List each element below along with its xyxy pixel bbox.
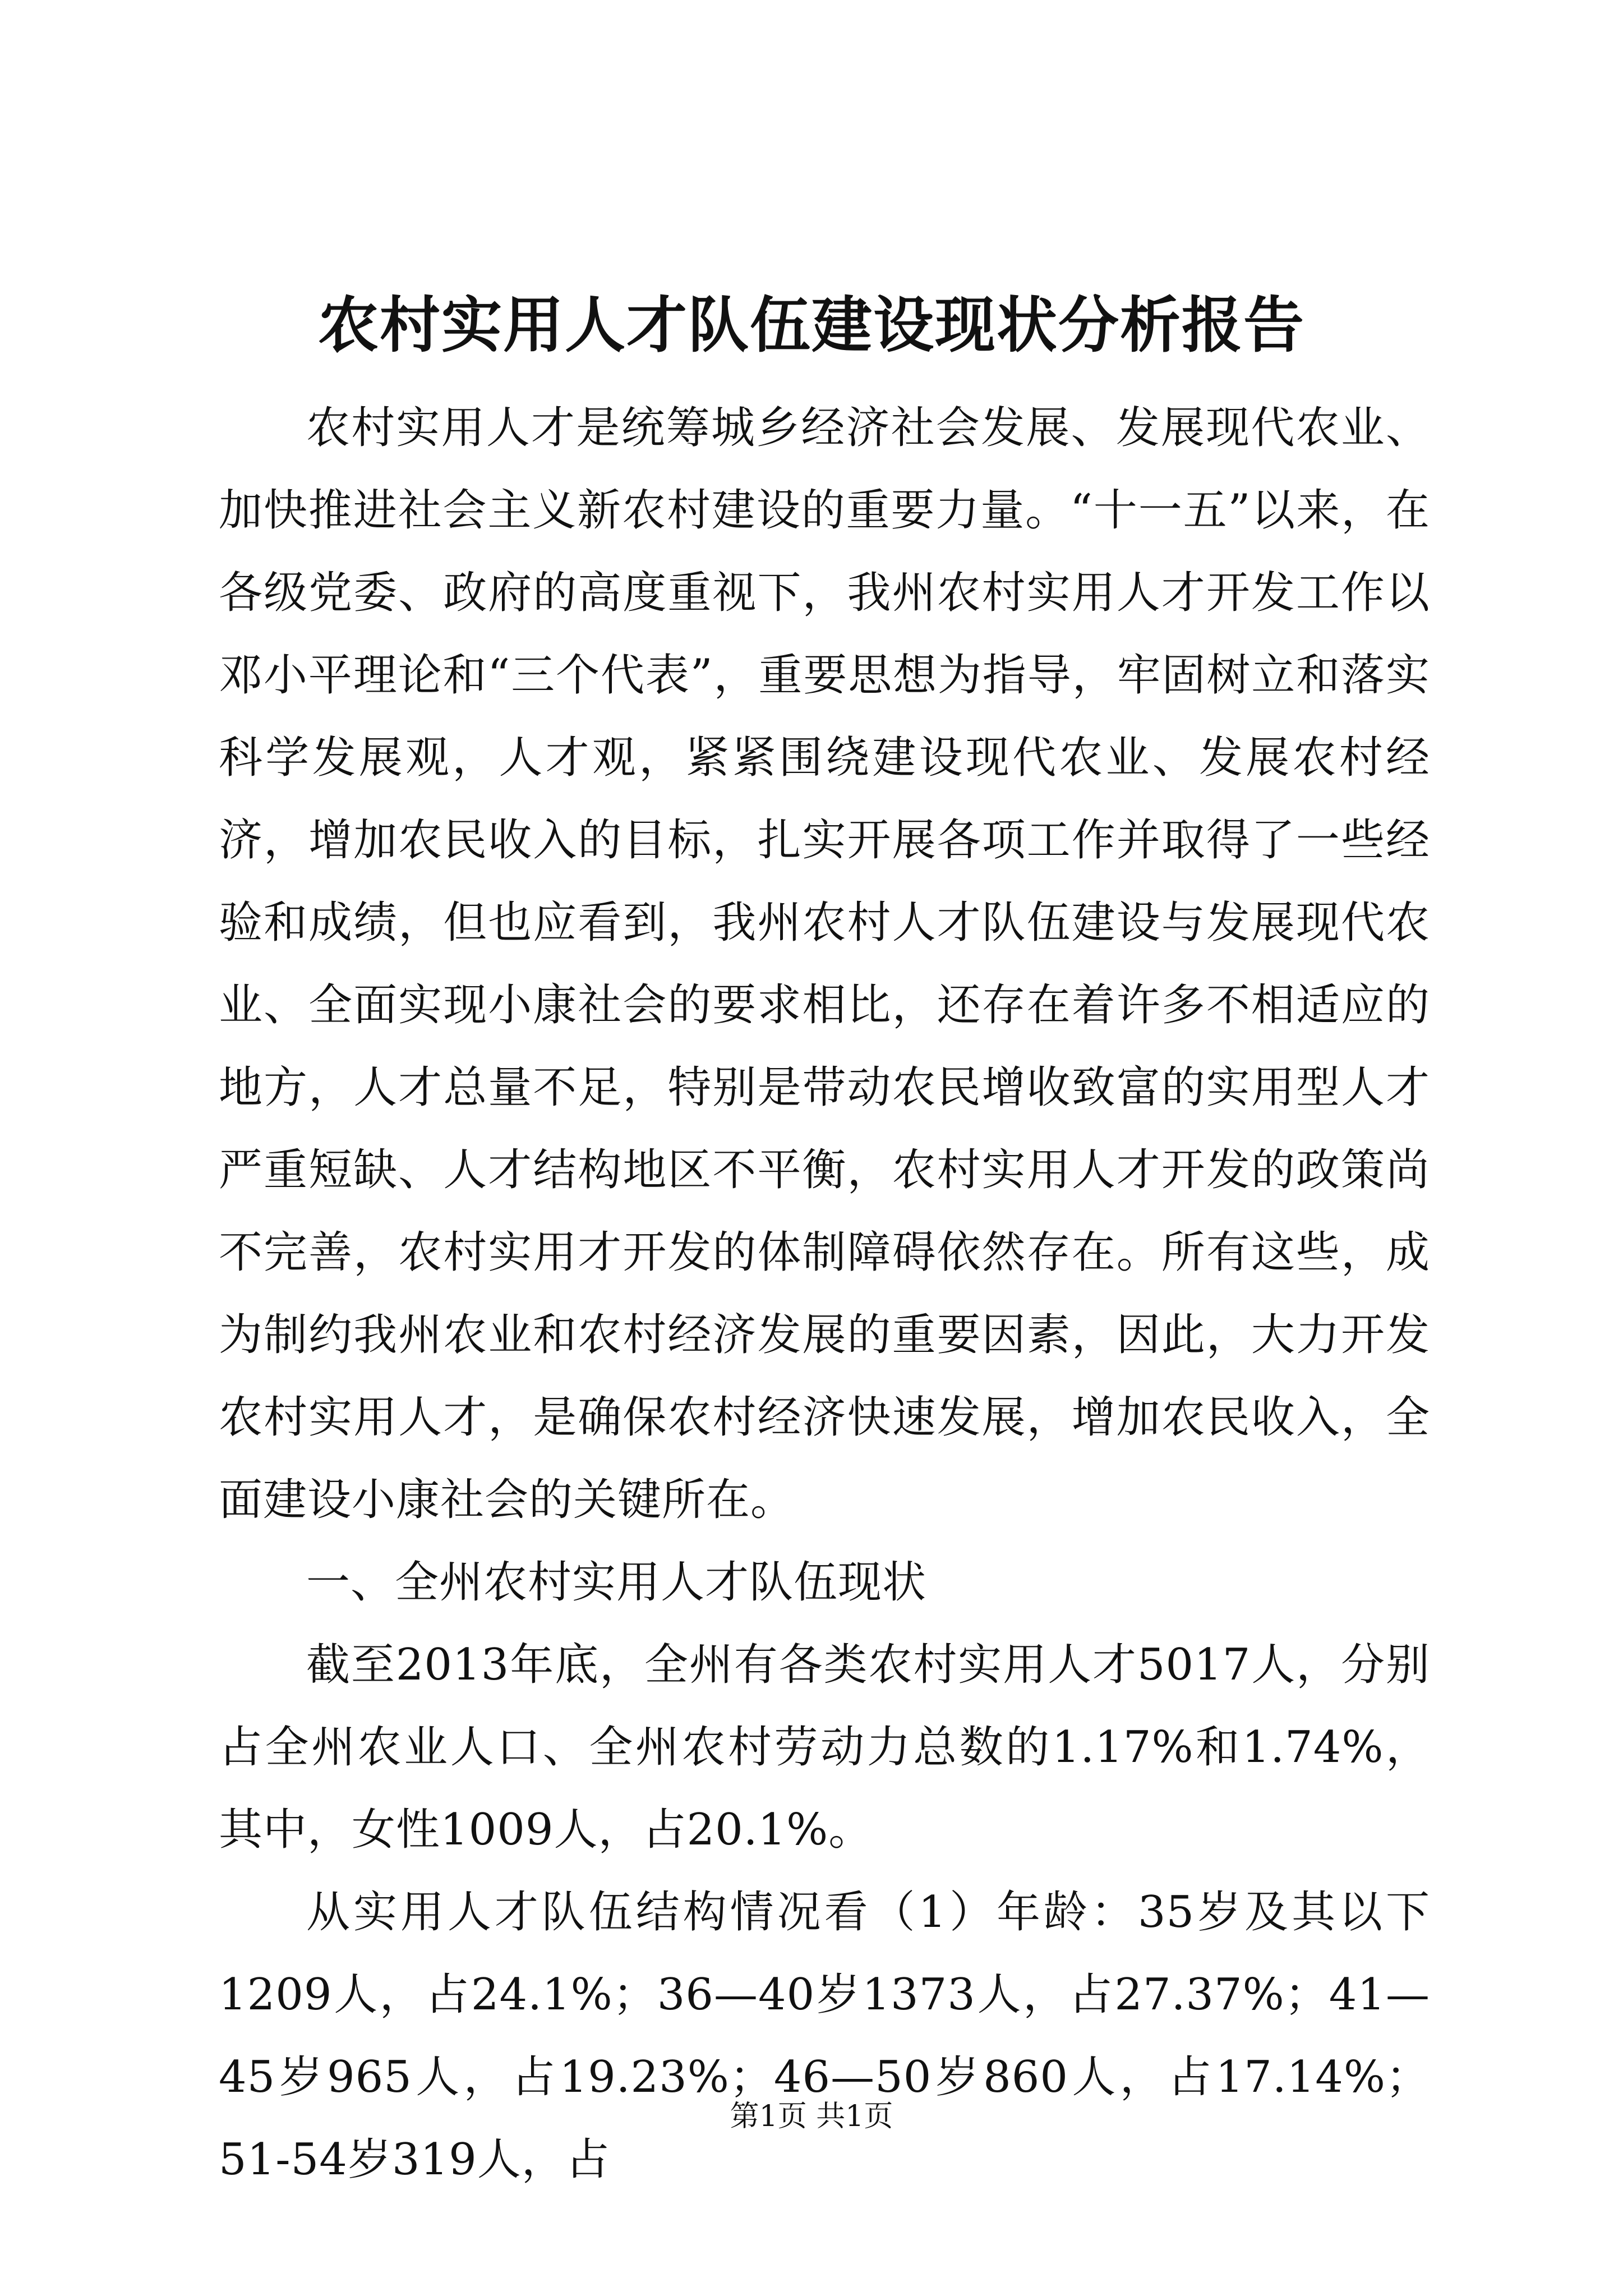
document-body [219, 387, 1430, 2201]
intro-paragraph: 农村实用人才是统筹城乡经济社会发展、发展现代农业、加快推进社会主义新农村建设的重要力量。“十一五”以来，在各级党委、政府的高度重视下，我州农村实用人才开发工作以邓小平理论和“三个代表”，重要思想为指导，牢固树立和落实科学发展观，人才观，紧紧围绕建设现代农业、发展农村经济，增加农民收入的目标，扎实开展各项工作并取得了一些经验和成绩，但也应看到，我州农村人才队伍建设与发展现代农业、全面实现小康社会的要求相比，还存在着许多不相适应的地方，人才总量不足，特别是带动农民增收致富的实用型人才严重短缺、人才结构地区不平衡，农村实用人才开发的政策尚不完善，农村实用才开发的体制障碍依然存在。所有这些，成为制约我州农业和农村经济发展的重要因素，因此，大力开发农村实用人才，是确保农村经济快速发展，增加农民收入，全面建设小康社会的关键所在。 [219, 403, 1430, 1525]
structure-paragraph: 从实用人才队伍结构情况看（1）年龄：35岁及其以下1209人，占24.1%；36—40岁1373人，占27.37%；41—45岁965人，占19.23%；46—50岁860人，占17.14%；51-54岁319人，占 [219, 1887, 1430, 2185]
statistics-paragraph: 截至2013年底，全州有各类农村实用人才5017人，分别占全州农业人口、全州农村劳动力总数的1.17%和1.74%，其中，女性1009人，占20.1%。 [219, 1640, 1430, 1855]
section-heading: 一、全州农村实用人才队伍现状 [306, 1557, 927, 1608]
page-footer: 第1页 共1页 [730, 2100, 893, 2133]
document-title: 农村实用人才队伍建设现状分析报告 [317, 290, 1305, 361]
